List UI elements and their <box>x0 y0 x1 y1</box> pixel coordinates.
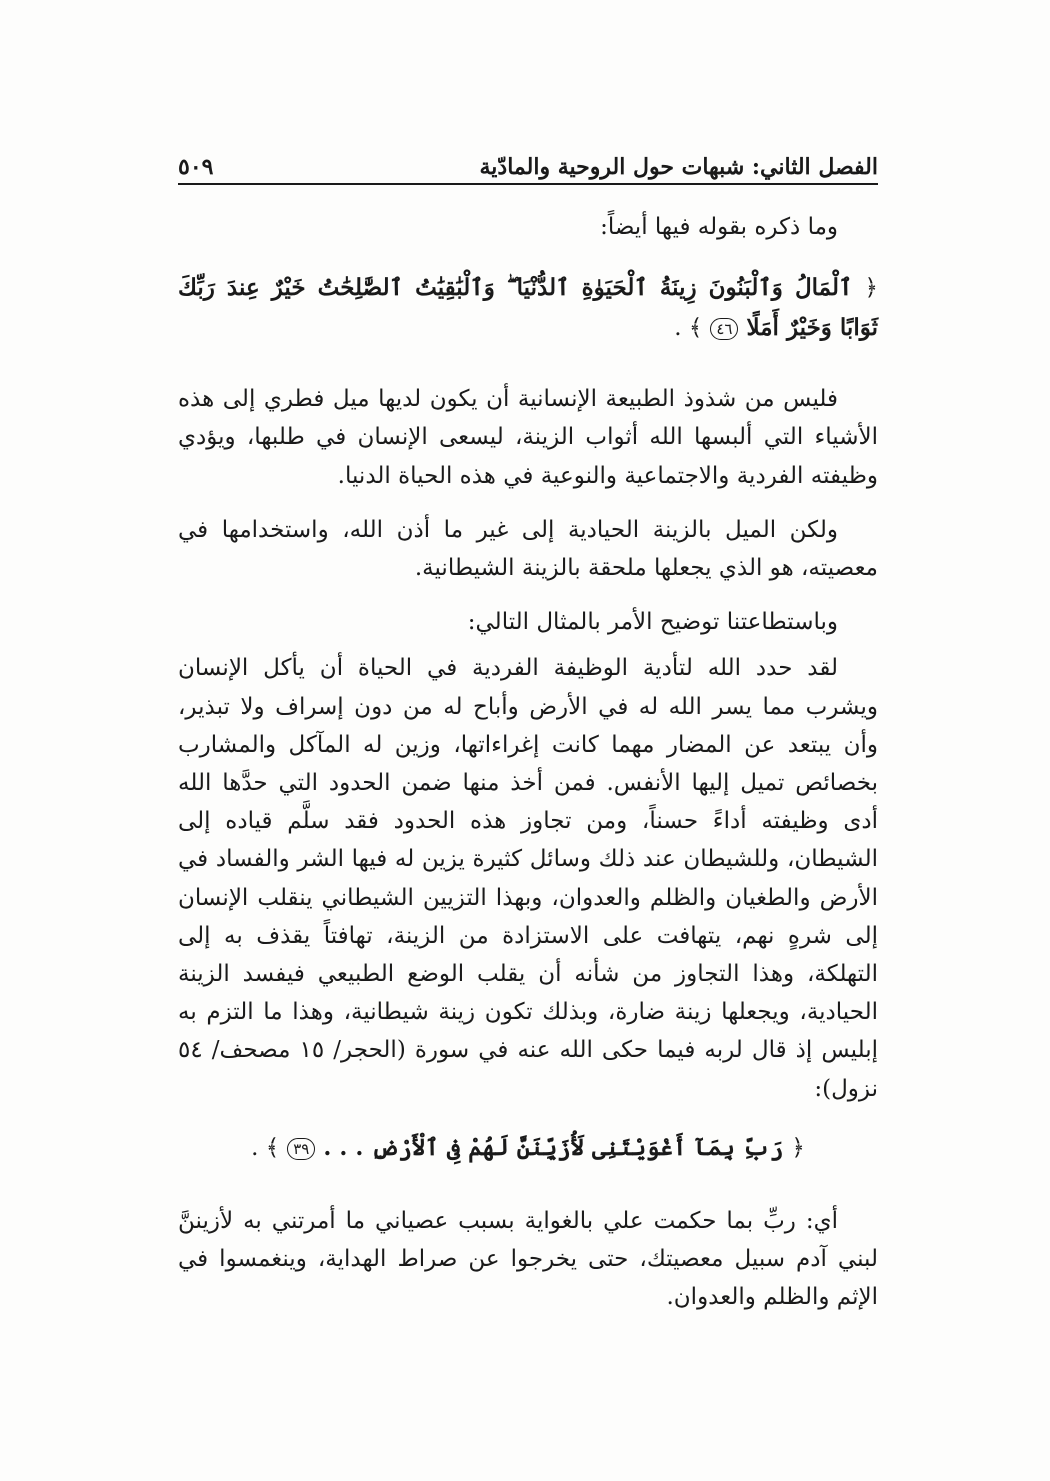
verse-text: ٱلْمَالُ وَٱلْبَنُونَ زِينَةُ ٱلْحَيَوٰةِ ٱلدُّنْيَا ۖ وَٱلْبَٰقِيَٰتُ ٱلصَّٰلِحَٰتُ خَيْرٌ عِندَ رَبِّكَ ثَوَابًا وَخَيْرٌ أَمَلًا <box>178 274 878 342</box>
verse-text: رَبِّ بِمَآ أَغْوَيْتَنِى لَأُزَيِّنَنَّ لَهُمْ فِى ٱلْأَرْضِ . . . <box>323 1133 784 1161</box>
chapter-title: الفصل الثاني: شبهات حول الروحية والمادّية <box>479 154 878 180</box>
paragraph: أي: ربِّ بما حكمت علي بالغواية بسبب عصياني ما أمرتني به لأزيننَّ لبني آدم سبيل معصيتك، حتى يخرجوا عن صراط الهداية، وينغمسوا في الإثم والظلم والعدوان. <box>178 1207 878 1311</box>
header-rule <box>178 183 878 185</box>
ayah-number: ٤٦ <box>710 318 738 340</box>
body-text <box>178 208 878 1316</box>
verse-open-bracket: ﴿ <box>864 275 878 302</box>
running-header <box>178 142 878 182</box>
ayah-number: ٣٩ <box>287 1138 315 1160</box>
paragraph: ولكن الميل بالزينة الحيادية إلى غير ما أذن الله، واستخدامها في معصيته، هو الذي يجعلها ملحقة بالزينة الشيطانية. <box>178 516 878 582</box>
verse-open-bracket: ﴿ <box>791 1134 805 1161</box>
verse-close-bracket: ﴾ . <box>674 315 703 342</box>
quran-verse-2 <box>178 1128 878 1168</box>
paragraph: لقد حدد الله لتأدية الوظيفة الفردية في الحياة أن يأكل الإنسان ويشرب مما يسر الله له في الأرض وأباح له من دون إسراف ولا تبذير، وأن يبتعد عن المضار مهما كانت إغراءاتها، وزين له المآكل والمشارب بخصائص تميل إليها الأنفس. فمن أخذ منها ضمن الحدود التي حدَّها الله أدى وظيفته أداءً حسناً، ومن تجاوز هذه الحدود فقد سلَّم قياده إلى الشيطان، وللشيطان عند ذلك وسائل كثيرة يزين له فيها الشر والفساد في الأرض والطغيان والظلم والعدوان، وبهذا التزيين الشيطاني ينقلب الإنسان إلى شرهٍ نهم، يتهافت على الاستزادة من الزينة، تهافتاً يقذف به إلى التهلكة، وهذا التجاوز من شأنه أن يقلب الوضع الطبيعي فيفسد الزينة الحيادية، ويجعلها زينة ضارة، وبذلك تكون زينة شيطانية، وهذا ما التزم به إبليس إذ قال لربه فيما حكى الله عنه في سورة (الحجر/ ١٥ مصحف/ ٥٤ نزول): <box>178 655 878 1102</box>
verse-close-bracket: ﴾ . <box>251 1134 280 1161</box>
paragraph: فليس من شذوذ الطبيعة الإنسانية أن يكون لديها ميل فطري إلى هذه الأشياء التي ألبسها الله أثواب الزينة، ليسعى الإنسان في طلبها، ويؤدي وظيفته الفردية والاجتماعية والنوعية في هذه الحياة الدنيا. <box>178 386 878 489</box>
paragraph: وباستطاعتنا توضيح الأمر بالمثال التالي: <box>467 609 838 636</box>
intro-line: وما ذكره بقوله فيها أيضاً: <box>600 214 838 240</box>
page-number: ٥٠٩ <box>178 154 214 180</box>
quran-verse-1 <box>178 268 878 348</box>
